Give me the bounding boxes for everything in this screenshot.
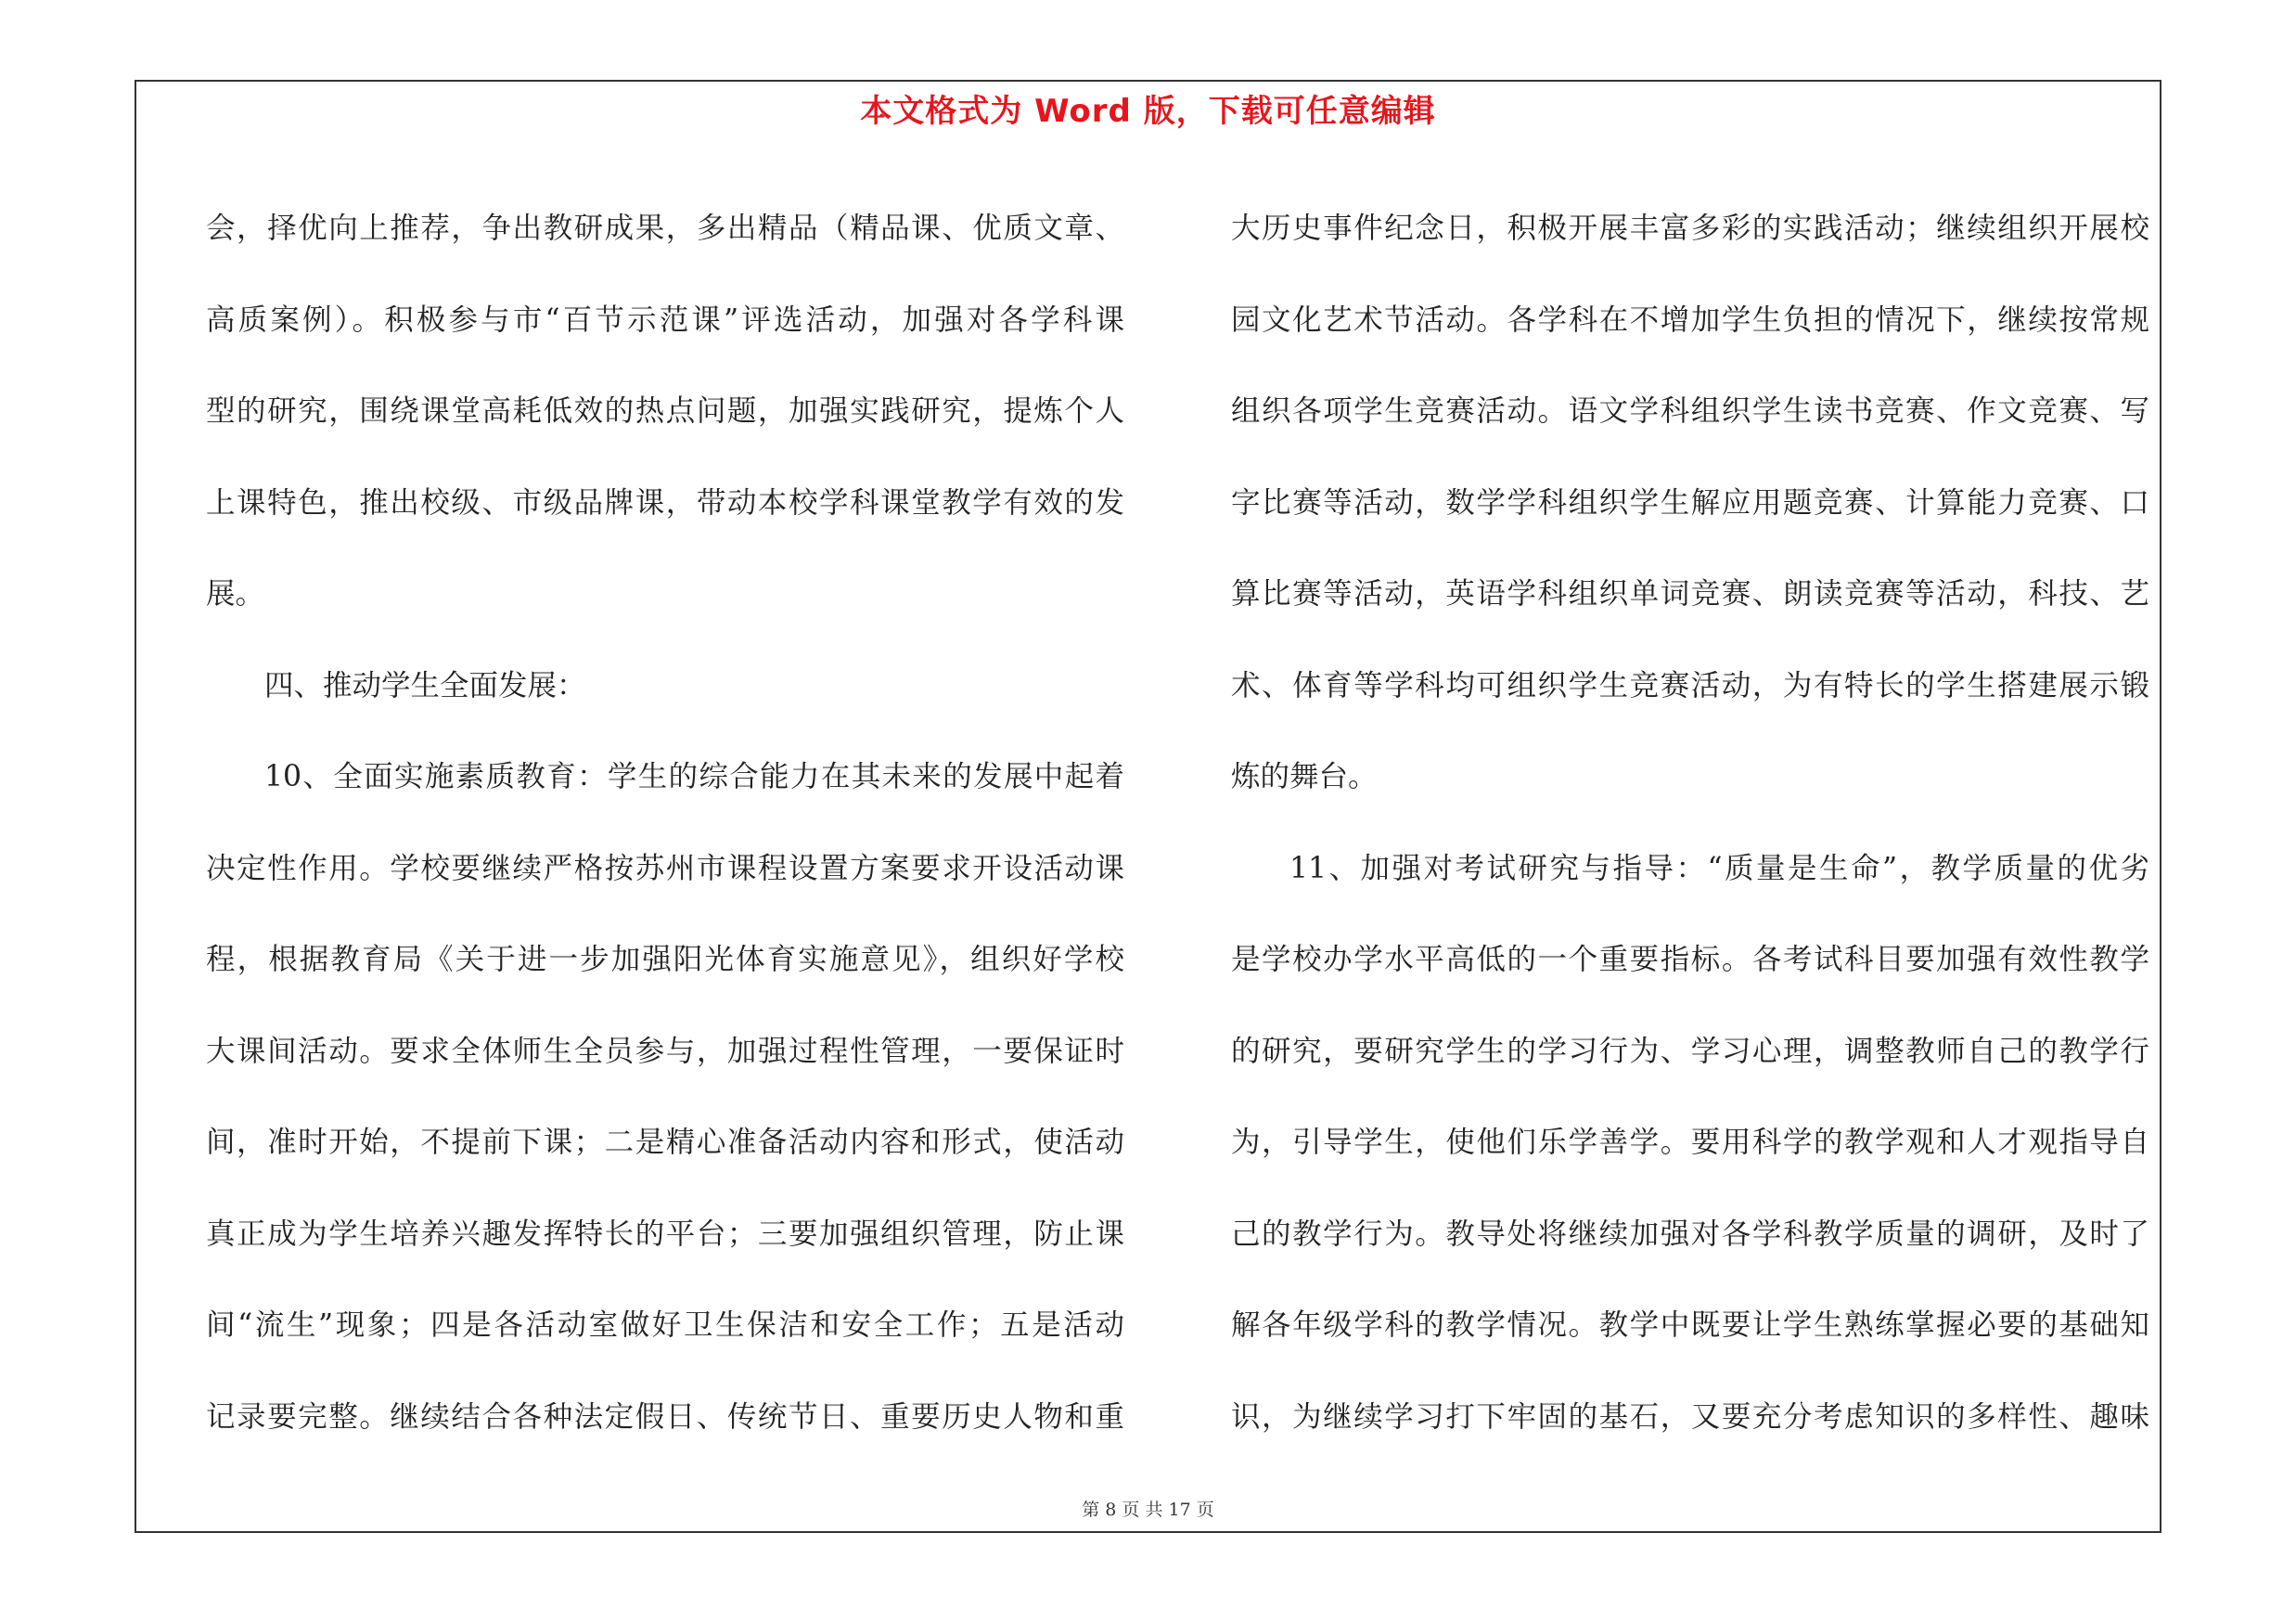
text-line: 解各年级学科的教学情况。教学中既要让学生熟练掌握必要的基础知	[1231, 1308, 2149, 1342]
left-text-column	[206, 183, 1124, 1462]
text-line: 己的教学行为。教导处将继续加强对各学科教学质量的调研，及时了	[1231, 1217, 2149, 1251]
text-line: 是学校办学水平高低的一个重要指标。各考试科目要加强有效性教学	[1231, 943, 2149, 976]
text-line: 上课特色，推出校级、市级品牌课，带动本校学科课堂教学有效的发	[206, 485, 1124, 520]
text-line: 间“流生”现象；四是各活动室做好卫生保洁和安全工作；五是活动	[206, 1308, 1124, 1342]
text-line: 会，择优向上推荐，争出教研成果，多出精品（精品课、优质文章、	[206, 212, 1124, 245]
text-line: 间，准时开始，不提前下课；二是精心准备活动内容和形式，使活动	[206, 1126, 1124, 1159]
text-line: 的研究，要研究学生的学习行为、学习心理，调整教师自己的教学行	[1231, 1034, 2149, 1068]
text-line: 决定性作用。学校要继续严格按苏州市课程设置方案要求开设活动课	[206, 851, 1124, 885]
text-line: 大历史事件纪念日，积极开展丰富多彩的实践活动；继续组织开展校	[1231, 212, 2149, 245]
section-heading: 四、推动学生全面发展：	[264, 668, 586, 702]
text-line: 炼的舞台。	[1231, 760, 1378, 793]
page-number: 第 8 页 共 17 页	[1082, 1500, 1214, 1520]
text-line: 10、全面实施素质教育：学生的综合能力在其未来的发展中起着	[264, 760, 1124, 793]
text-line: 记录要完整。继续结合各种法定假日、传统节日、重要历史人物和重	[206, 1399, 1124, 1434]
text-line: 高质案例）。积极参与市“百节示范课”评选活动，加强对各学科课	[206, 303, 1124, 337]
text-line: 术、体育等学科均可组织学生竞赛活动，为有特长的学生搭建展示锻	[1231, 668, 2149, 702]
text-line: 园文化艺术节活动。各学科在不增加学生负担的情况下，继续按常规	[1231, 303, 2149, 337]
text-line: 展。	[206, 577, 265, 611]
text-line: 组织各项学生竞赛活动。语文学科组织学生读书竞赛、作文竞赛、写	[1231, 394, 2149, 428]
text-line: 识，为继续学习打下牢固的基石，又要充分考虑知识的多样性、趣味	[1231, 1399, 2149, 1434]
text-line: 大课间活动。要求全体师生全员参与，加强过程性管理，一要保证时	[206, 1034, 1124, 1068]
right-text-column	[1231, 183, 2149, 1462]
text-line: 字比赛等活动，数学学科组织学生解应用题竞赛、计算能力竞赛、口	[1231, 485, 2149, 520]
text-line: 真正成为学生培养兴趣发挥特长的平台；三要加强组织管理，防止课	[206, 1217, 1124, 1251]
text-line: 程，根据教育局《关于进一步加强阳光体育实施意见》，组织好学校	[206, 943, 1124, 976]
format-notice-banner: 本文格式为 Word 版，下载可任意编辑	[860, 93, 1436, 130]
text-line: 型的研究，围绕课堂高耗低效的热点问题，加强实践研究，提炼个人	[206, 394, 1124, 428]
text-line: 算比赛等活动，英语学科组织单词竞赛、朗读竞赛等活动，科技、艺	[1231, 577, 2149, 611]
text-line: 11、加强对考试研究与指导：“质量是生命”，教学质量的优劣	[1289, 851, 2149, 885]
text-line: 为，引导学生，使他们乐学善学。要用科学的教学观和人才观指导自	[1231, 1126, 2149, 1159]
